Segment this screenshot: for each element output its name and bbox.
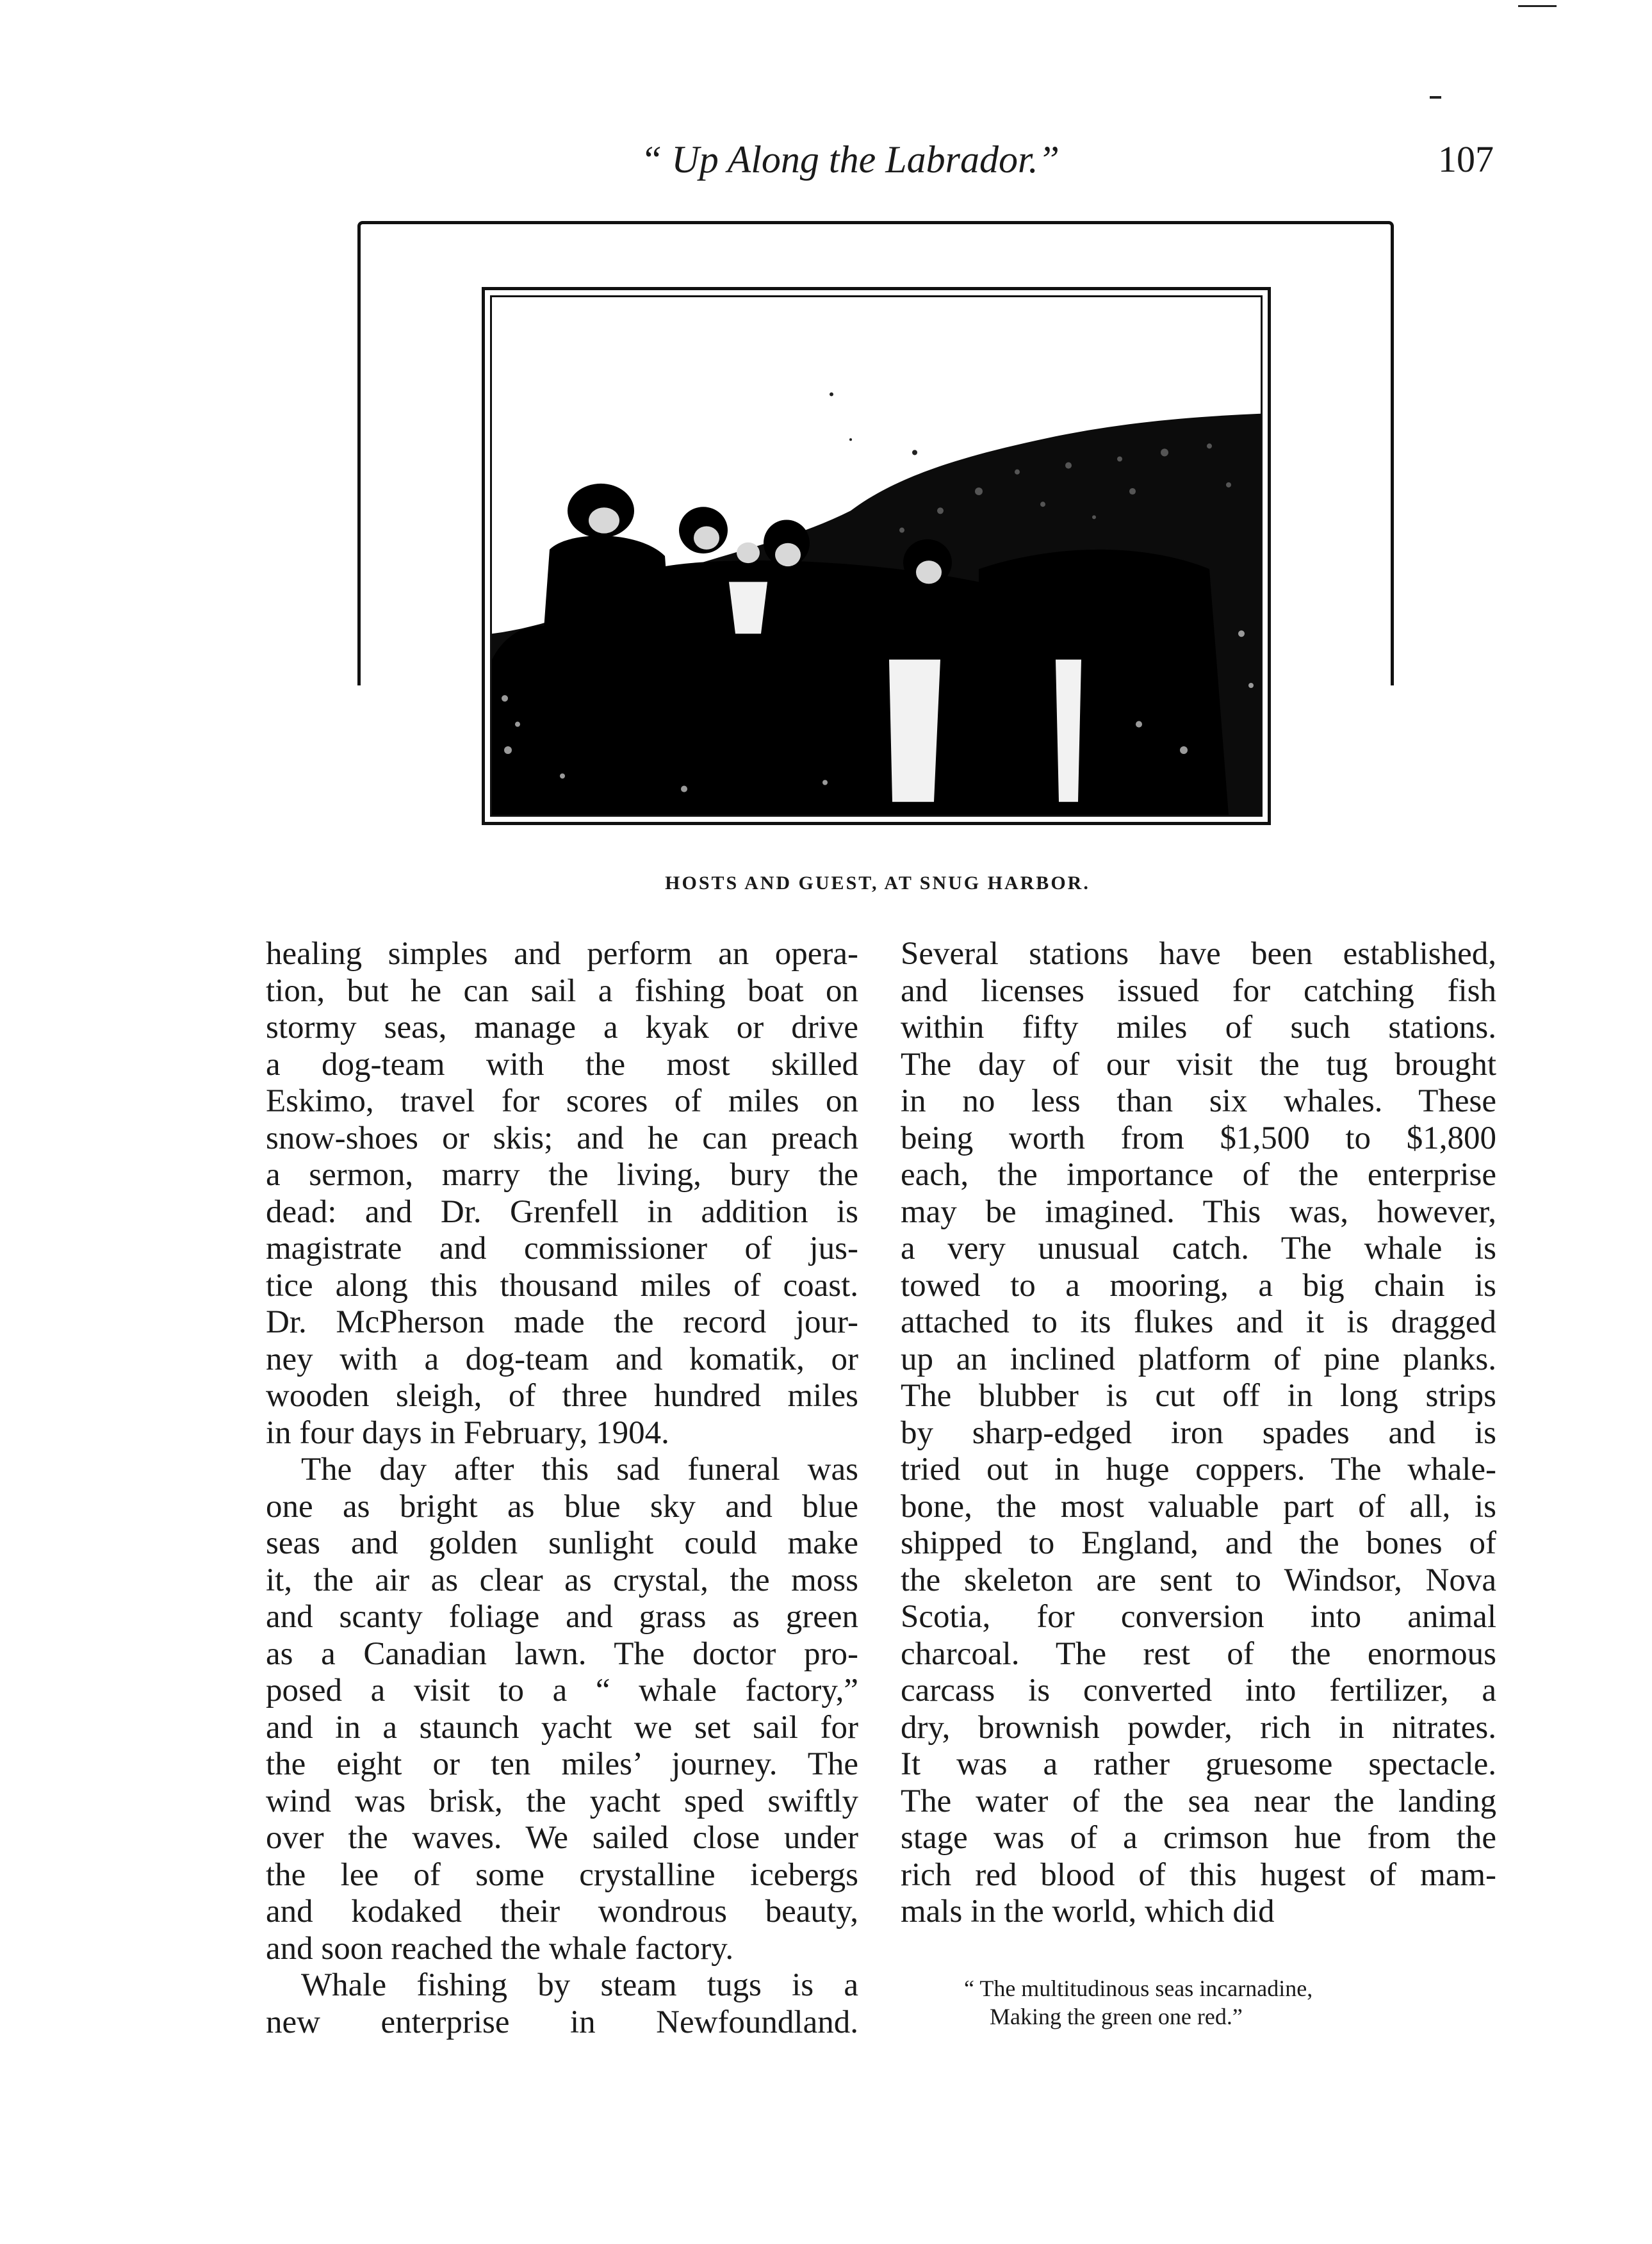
text-line: it, the air as clear as crystal, the moss (266, 1562, 858, 1598)
text-line: Eskimo, travel for scores of miles on (266, 1083, 858, 1119)
text-line: healing simples and perform an opera- (266, 936, 858, 972)
text-line: a very unusual catch. The whale is (901, 1231, 1496, 1266)
text-line: the lee of some crystalline icebergs (266, 1856, 858, 1893)
verse-quotation (964, 1974, 1489, 2031)
text-line: snow-shoes or skis; and he can preach (266, 1120, 858, 1156)
right-column (901, 936, 1496, 1931)
text-line: by sharp-edged iron spades and is (901, 1414, 1496, 1451)
text-line: carcass is converted into fertilizer, a (901, 1673, 1496, 1708)
text-line: shipped to England, and the bones of (901, 1525, 1496, 1561)
text-line: as a Canadian lawn. The doctor pro- (266, 1635, 858, 1672)
text-line: tice along this thousand miles of coast. (266, 1267, 858, 1304)
text-line: the eight or ten miles’ journey. The (266, 1746, 858, 1782)
verse-line: Making the green one red.” (990, 2004, 1243, 2029)
text-line: over the waves. We sailed close under (266, 1820, 858, 1856)
text-line: stage was of a crimson hue from the (901, 1820, 1496, 1856)
text-line: It was a rather gruesome spectacle. (901, 1746, 1496, 1782)
text-line: may be imagined. This was, however, (901, 1193, 1496, 1230)
text-line: mals in the world, which did (901, 1894, 1275, 1929)
text-line: ney with a dog-team and komatik, or (266, 1341, 858, 1377)
text-line: wind was brisk, the yacht sped swiftly (266, 1783, 858, 1819)
text-line: seas and golden sunlight could make (266, 1525, 858, 1561)
text-line: Dr. McPherson made the record jour- (266, 1304, 858, 1340)
text-line: bone, the most valuable part of all, is (901, 1488, 1496, 1525)
verse-line: “ The multitudinous seas incarnadine, (964, 1976, 1313, 2001)
scan-mark-top (1518, 5, 1557, 7)
text-line: The blubber is cut off in long strips (901, 1378, 1496, 1414)
text-line: wooden sleigh, of three hundred miles (266, 1378, 858, 1414)
photograph (482, 287, 1271, 825)
text-line: and in a staunch yacht we set sail for (266, 1709, 858, 1746)
text-line: within fifty miles of such stations. (901, 1010, 1496, 1045)
text-line: posed a visit to a “ whale factory,” (266, 1673, 858, 1708)
text-line: each, the importance of the enterprise (901, 1157, 1496, 1193)
text-line: Several stations have been established, (901, 936, 1496, 972)
text-line: tried out in huge coppers. The whale- (901, 1452, 1496, 1487)
photograph-image (490, 295, 1263, 817)
running-title: “ Up Along the Labrador.” (641, 138, 1060, 181)
text-line: towed to a mooring, a big chain is (901, 1267, 1496, 1304)
text-line: stormy seas, manage a kyak or drive (266, 1010, 858, 1045)
text-line: rich red blood of this hugest of mam- (901, 1856, 1496, 1893)
text-line: and scanty foliage and grass as green (266, 1599, 858, 1635)
text-line: dry, brownish powder, rich in nitrates. (901, 1709, 1496, 1746)
text-line: in no less than six whales. These (901, 1083, 1496, 1119)
text-line: the skeleton are sent to Windsor, Nova (901, 1562, 1496, 1598)
text-line: magistrate and commissioner of jus- (266, 1231, 858, 1266)
left-column (266, 936, 858, 2041)
text-line: The water of the sea near the landing (901, 1783, 1496, 1819)
scan-mark-margin (1430, 96, 1441, 99)
text-line: charcoal. The rest of the enormous (901, 1635, 1496, 1672)
text-line: and soon reached the whale factory. (266, 1930, 734, 1967)
page-number: 107 (1438, 138, 1494, 180)
text-line: a sermon, marry the living, bury the (266, 1157, 858, 1193)
figure-caption: HOSTS AND GUEST, AT SNUG HARBOR. (665, 872, 1090, 894)
text-line: Scotia, for conversion into animal (901, 1599, 1496, 1635)
text-line: a dog-team with the most skilled (266, 1046, 858, 1083)
text-line: and licenses issued for catching fish (901, 972, 1496, 1009)
text-line: The day of our visit the tug brought (901, 1046, 1496, 1083)
text-line: one as bright as blue sky and blue (266, 1488, 858, 1525)
text-line: attached to its flukes and it is dragged (901, 1304, 1496, 1340)
text-line: up an inclined platform of pine planks. (901, 1341, 1496, 1377)
text-line: and kodaked their wondrous beauty, (266, 1894, 858, 1929)
text-line: being worth from $1,500 to $1,800 (901, 1120, 1496, 1156)
text-line: in four days in February, 1904. (266, 1414, 669, 1451)
text-line: The day after this sad funeral was (301, 1452, 858, 1487)
text-line: dead: and Dr. Grenfell in addition is (266, 1193, 858, 1230)
text-line: tion, but he can sail a fishing boat on (266, 972, 858, 1009)
text-line: Whale fishing by steam tugs is a (301, 1967, 858, 2003)
text-line: new enterprise in Newfoundland. (266, 2004, 858, 2040)
